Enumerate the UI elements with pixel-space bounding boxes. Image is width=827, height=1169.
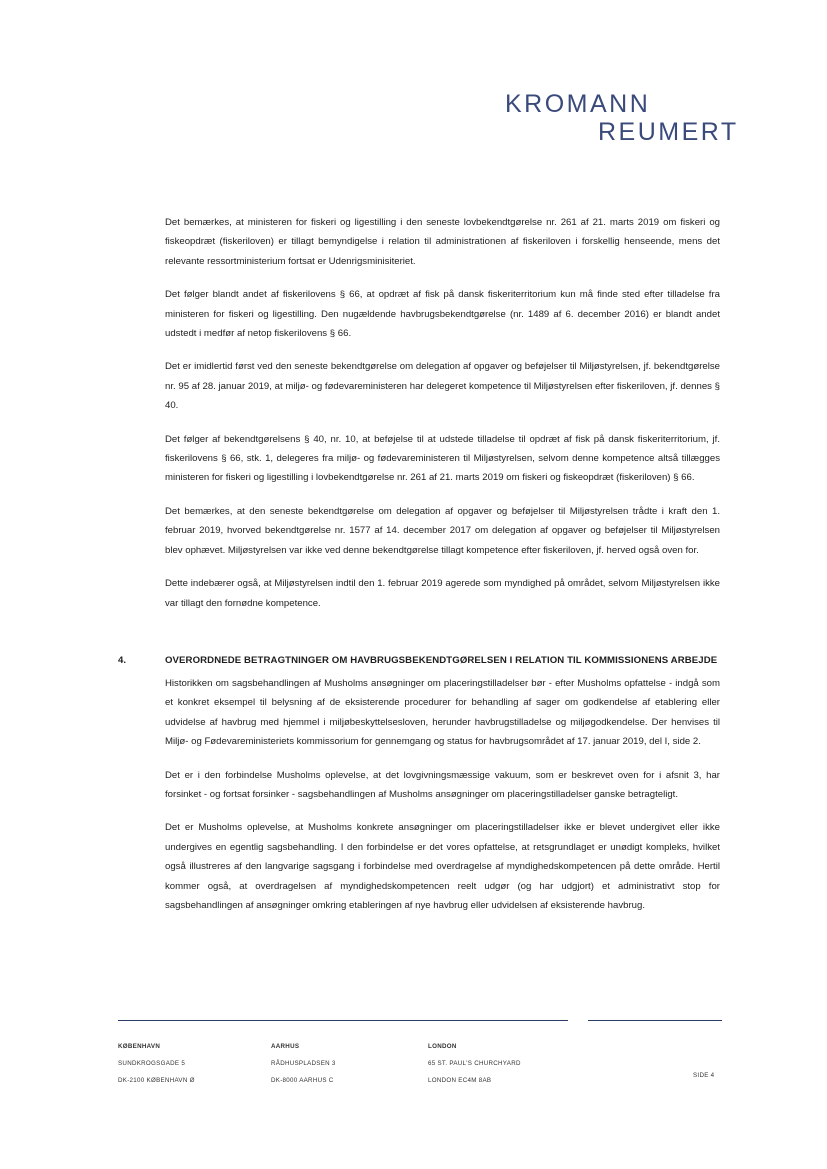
kromann-reumert-logo <box>505 90 745 146</box>
footer-rule-left <box>118 1020 568 1021</box>
section-paragraph-1: Historikken om sagsbehandlingen af Musholms ansøgninger om placeringstilladelser bør - efter Musholms opfattelse - indgå som et konkret eksempel til belysning af de eksisterende procedurer for behandling af sager om godkendelse af etablering eller udvidelse af havbrug med hjemmel i miljøbeskyttelsesloven, herunder havbrugstilladelse og miljøgodkendelse. Der henvises til Miljø- og Fødevareministeriets kommissorium for gennemgang og status for havbrugsområdet af 17. januar 2019, del I, side 2. <box>165 678 720 748</box>
footer-city: LONDON <box>428 1043 457 1050</box>
section-paragraph-3: Det er Musholms oplevelse, at Musholms konkrete ansøgninger om placeringstilladelser ikke er blevet undergivet eller ikke undergives en egentlig sagsbehandling. I den forbindelse er det vores opfattelse, at retsgrundlaget er unødigt kompleks, hvilket også illustreres af den langvarige sagsgang i forbindelse med overdragelse af myndighedskompetencen på dette område. Hertil kommer også, at overdragelsen af myndighedskompetencen reelt udgør (og har udgjort) et administrativt stop for sagsbehandlingen af ansøgninger omkring etableringen af nye havbrug eller udvidelsen af eksisterende havbrug. <box>165 822 720 912</box>
section-paragraph-2: Det er i den forbindelse Musholms oplevelse, at det lovgivningsmæssige vakuum, som er beskrevet oven for i afsnit 3, har forsinket - og fortsat forsinker - sagsbehandlingen af Musholms ansøgninger om placeringstilladelser ganske betragteligt. <box>165 769 720 801</box>
paragraph-1: Det bemærkes, at ministeren for fiskeri og ligestilling i den seneste lovbekendtgørelse nr. 261 af 21. marts 2019 om fiskeri og fiskeopdræt (fiskeriloven) er tillagt bemyndigelse i relation til administrationen af fiskeriloven i forskellig henseende, mens det relevante ressortministerium fortsat er Udenrigsminisiteriet. <box>165 217 720 267</box>
footer-street: 65 ST. PAUL'S CHURCHYARD <box>428 1060 521 1067</box>
footer-street: RÅDHUSPLADSEN 3 <box>271 1060 336 1067</box>
footer-street: SUNDKROGSGADE 5 <box>118 1060 186 1067</box>
section-number: 4. <box>118 655 127 666</box>
footer-office-copenhagen <box>118 1038 195 1089</box>
section-body <box>165 674 720 915</box>
section-4 <box>118 652 720 929</box>
footer-office-aarhus <box>271 1038 336 1089</box>
paragraph-3: Det er imidlertid først ved den seneste bekendtgørelse om delegation af opgaver og beføjelser til Miljøstyrelsen, jf. bekendtgørelse nr. 95 af 28. januar 2019, at miljø- og fødevareministeren har delegeret kompetence til Miljøstyrelsen efter fiskeriloven, jf. dennes § 40. <box>165 361 720 412</box>
paragraph-6: Dette indebærer også, at Miljøstyrelsen indtil den 1. februar 2019 agerede som myndighed på området, selvom Miljøstyrelsen ikke var tillagt den fornødne kompetence. <box>165 578 720 609</box>
body-text <box>165 213 720 627</box>
footer-office-london <box>428 1038 521 1089</box>
paragraph-2: Det følger blandt andet af fiskerilovens § 66, at opdræt af fisk på dansk fiskeriterritorium kun må finde sted efter tilladelse fra ministeren for fiskeri og ligestilling. Den nugældende havbrugsbekendtgørelse (nr. 1489 af 6. december 2016) er blandt andet udstedt i medfør af netop fiskerilovens § 66. <box>165 289 720 340</box>
footer-postal: LONDON EC4M 8AB <box>428 1077 492 1084</box>
logo-line-2: REUMERT <box>598 118 739 146</box>
paragraph-5: Det bemærkes, at den seneste bekendtgørelse om delegation af opgaver og beføjelser til Miljøstyrelsen trådte i kraft den 1. februar 2019, hvorved bekendtgørelse nr. 1577 af 14. december 2017 om delegation af opgaver og beføjelser til Miljøstyrelsen blev ophævet. Miljøstyrelsen var ikke ved denne bekendtgørelse tillagt kompetence efter fiskeriloven, jf. herved også oven for. <box>165 505 720 556</box>
section-title: OVERORDNEDE BETRAGTNINGER OM HAVBRUGSBEKENDTGØRELSEN I RELATION TIL KOMMISSIONENS ARBEJDE <box>165 655 718 666</box>
page-number: SIDE 4 <box>693 1072 715 1079</box>
section-heading <box>118 652 720 669</box>
footer-postal: DK-8000 AARHUS C <box>271 1077 334 1084</box>
footer-rule-right <box>588 1020 722 1021</box>
logo-line-1: KROMANN <box>505 90 651 118</box>
paragraph-4: Det følger af bekendtgørelsens § 40, nr. 10, at beføjelse til at udstede tilladelse til opdræt af fisk på dansk fiskeriterritorium, jf. fiskerilovens § 66, stk. 1, delegeres fra miljø- og fødevareministeren til Miljøstyrelsen, selvom denne kompetence altså tillægges ministeren for fiskeri og ligestilling i lovbekendtgørelse nr. 261 af 21. marts 2019 om fiskeri og fiskeopdræt (fiskeriloven) § 66. <box>165 433 720 484</box>
footer-city: KØBENHAVN <box>118 1043 161 1050</box>
footer-postal: DK-2100 KØBENHAVN Ø <box>118 1077 195 1084</box>
footer-city: AARHUS <box>271 1043 300 1050</box>
